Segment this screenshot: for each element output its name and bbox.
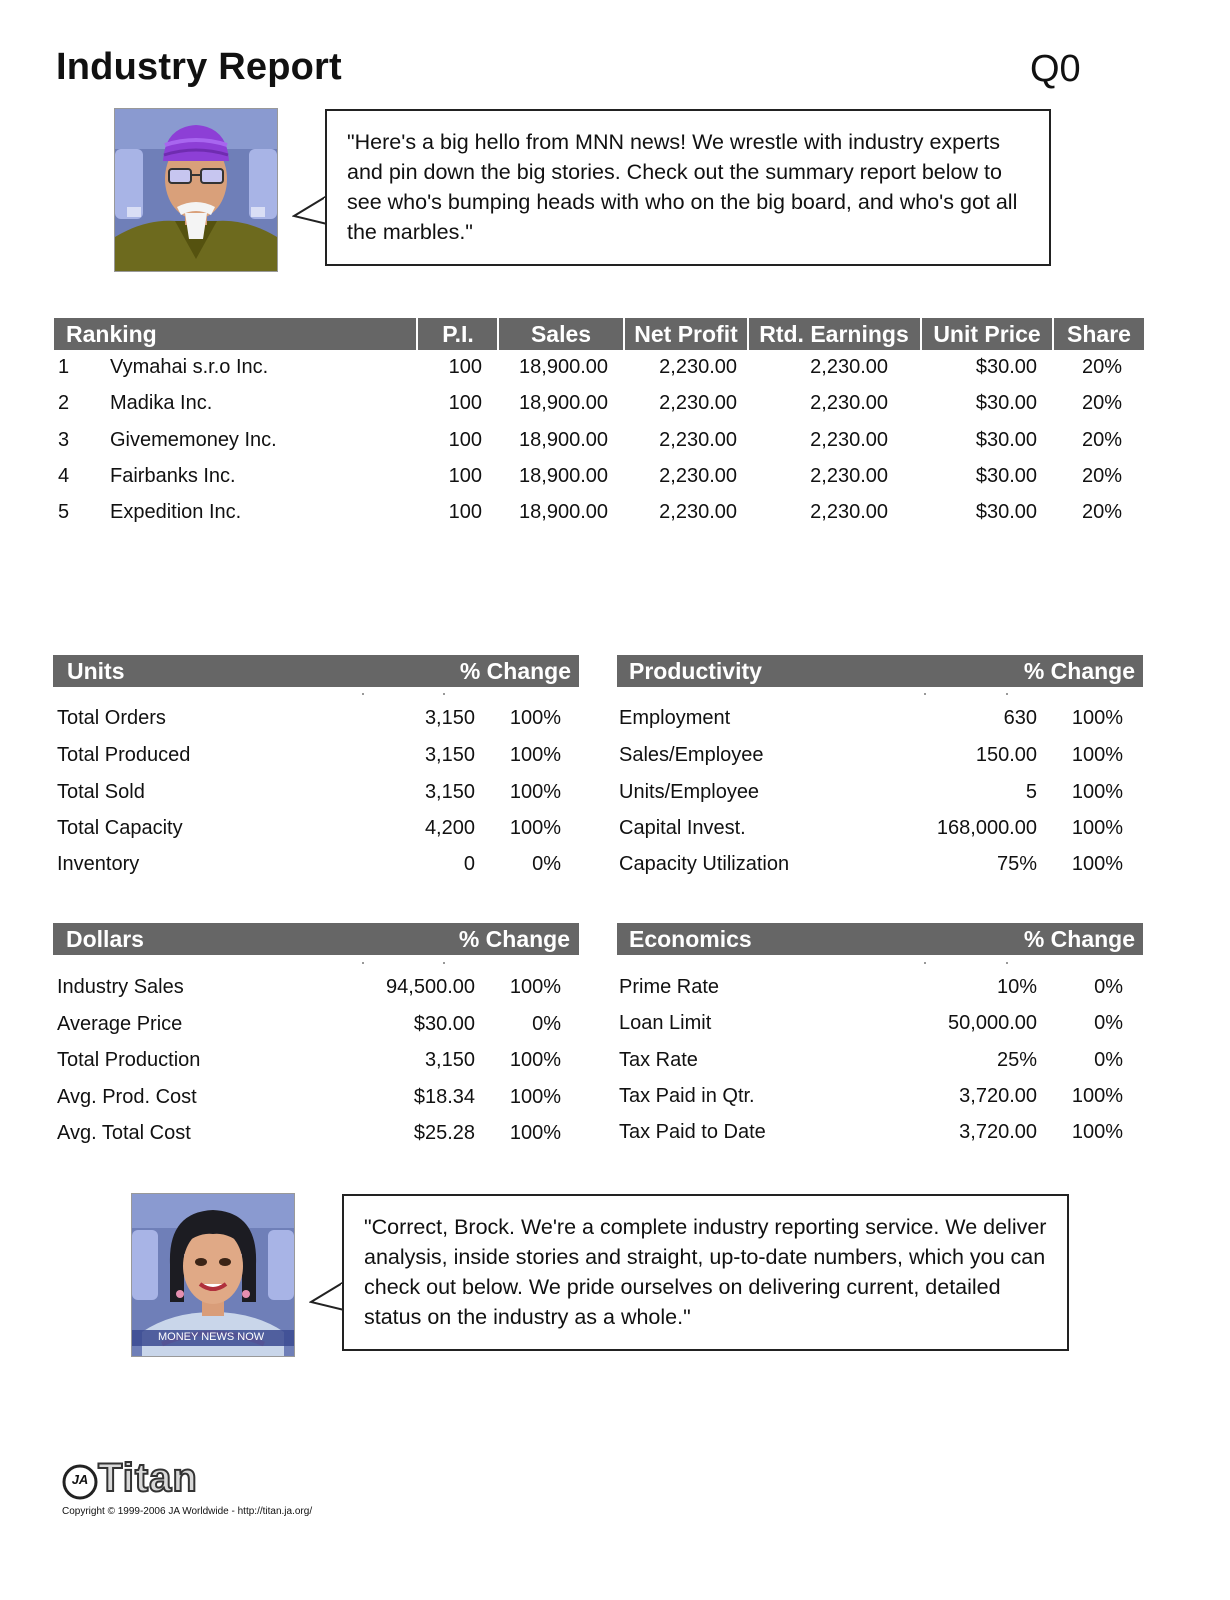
list-item (57, 774, 579, 810)
bottom-speech-bubble (342, 1194, 1069, 1351)
dollars-change: 100% (509, 1086, 561, 1108)
units-change: 100% (509, 744, 561, 766)
units-panel-header (53, 655, 579, 687)
dollars-change: 0% (532, 1013, 561, 1035)
economics-change: 0% (1094, 1012, 1123, 1034)
page-title: Industry Report (56, 46, 342, 88)
economics-title: Economics (629, 926, 752, 952)
units-label: Total Produced (57, 744, 191, 766)
units-change: 0% (532, 853, 561, 875)
dollars-panel-header (53, 923, 579, 955)
productivity-title: Productivity (629, 658, 762, 684)
productivity-change: 100% (1071, 707, 1123, 729)
productivity-change: 100% (1071, 853, 1123, 875)
dollars-title: Dollars (66, 926, 144, 952)
ranking-header-net-profit: Net Profit (634, 321, 738, 347)
productivity-value: 150.00 (975, 744, 1037, 766)
units-title: Units (67, 658, 125, 684)
sales-value: 18,900.00 (519, 465, 608, 487)
share-value: 20% (1081, 465, 1122, 487)
units-label: Total Capacity (57, 817, 183, 839)
unit-price-value: $30.00 (975, 501, 1037, 523)
dollars-value: 94,500.00 (386, 976, 475, 998)
dollars-value: 3,150 (424, 1049, 475, 1071)
dollars-value: $30.00 (413, 1013, 475, 1035)
company-name: Expedition Inc. (110, 501, 242, 523)
list-item (619, 774, 1143, 810)
list-item (619, 700, 1143, 736)
copyright-text: Copyright © 1999-2006 JA Worldwide - http://titan.ja.org/ (62, 1506, 313, 1517)
list-item (57, 810, 579, 846)
net-profit-value: 2,230.00 (659, 392, 737, 414)
dollars-label: Total Production (57, 1049, 201, 1071)
units-change-label: % Change (459, 658, 571, 684)
economics-label: Tax Paid to Date (619, 1121, 766, 1143)
list-item (57, 846, 579, 882)
productivity-value: 168,000.00 (936, 817, 1037, 839)
units-value: 0 (463, 853, 475, 875)
productivity-value: 5 (1025, 781, 1037, 803)
unit-price-value: $30.00 (975, 356, 1037, 378)
rtd-earnings-value: 2,230.00 (810, 465, 888, 487)
productivity-change: 100% (1071, 817, 1123, 839)
top-bubble-tail (292, 196, 328, 226)
female-anchor-avatar (131, 1193, 295, 1357)
dollars-value: $18.34 (413, 1086, 475, 1108)
dollars-label: Average Price (57, 1013, 183, 1035)
list-item (57, 1079, 579, 1115)
net-profit-value: 2,230.00 (659, 465, 737, 487)
ranking-table-header (54, 318, 1144, 350)
productivity-value: 75% (996, 853, 1037, 875)
ja-badge-text: JA (71, 1472, 89, 1487)
productivity-label: Sales/Employee (619, 744, 764, 766)
list-item (57, 969, 579, 1005)
productivity-value: 630 (1003, 707, 1037, 729)
top-speech-bubble (325, 109, 1051, 266)
rank-number: 4 (58, 465, 70, 487)
titan-logo (62, 1456, 232, 1500)
rtd-earnings-value: 2,230.00 (810, 429, 888, 451)
unit-price-value: $30.00 (975, 465, 1037, 487)
company-name: Fairbanks Inc. (110, 465, 236, 487)
titan-wordmark: Titan (98, 1456, 198, 1500)
economics-label: Prime Rate (619, 976, 720, 998)
net-profit-value: 2,230.00 (659, 356, 737, 378)
share-value: 20% (1081, 392, 1122, 414)
pi-value: 100 (448, 429, 482, 451)
productivity-label: Capital Invest. (619, 817, 746, 839)
table-row (54, 349, 1144, 385)
top-anchor-quote: "Here's a big hello from MNN news! We wrestle with industry experts and pin down the big stories. Check out the summary report below to see who's bumping heads with who on the big board, and who's got all the marbles." (347, 130, 1018, 244)
economics-value: 50,000.00 (948, 1012, 1037, 1034)
pi-value: 100 (448, 465, 482, 487)
list-item (619, 810, 1143, 846)
productivity-label: Units/Employee (619, 781, 760, 803)
list-item (619, 1005, 1143, 1041)
ranking-header-rtd-earnings: Rtd. Earnings (759, 321, 909, 347)
list-item (619, 969, 1143, 1005)
economics-change: 100% (1071, 1121, 1123, 1143)
units-value: 3,150 (424, 707, 475, 729)
net-profit-value: 2,230.00 (659, 429, 737, 451)
productivity-change: 100% (1071, 781, 1123, 803)
rtd-earnings-value: 2,230.00 (810, 501, 888, 523)
units-label: Inventory (57, 853, 140, 875)
list-item (619, 737, 1143, 773)
ranking-header-sales: Sales (530, 321, 592, 347)
economics-change: 100% (1071, 1085, 1123, 1107)
table-row (54, 458, 1144, 494)
ranking-header-share: Share (1067, 321, 1131, 347)
share-value: 20% (1081, 356, 1122, 378)
company-name: Madika Inc. (110, 392, 213, 414)
sales-value: 18,900.00 (519, 392, 608, 414)
unit-price-value: $30.00 (975, 392, 1037, 414)
unit-price-value: $30.00 (975, 429, 1037, 451)
dollars-change-label: % Change (458, 926, 570, 952)
rtd-earnings-value: 2,230.00 (810, 356, 888, 378)
list-item (57, 1115, 579, 1151)
dollars-change: 100% (509, 976, 561, 998)
list-item (57, 1042, 579, 1078)
list-item (619, 1114, 1143, 1150)
company-name: Givememoney Inc. (110, 429, 277, 451)
money-news-now-banner: MONEY NEWS NOW (158, 1331, 265, 1343)
units-change: 100% (509, 817, 561, 839)
economics-value: 3,720.00 (959, 1085, 1037, 1107)
dollars-value: $25.28 (413, 1122, 475, 1144)
units-value: 3,150 (424, 744, 475, 766)
economics-change: 0% (1094, 1049, 1123, 1071)
rank-number: 1 (58, 356, 70, 378)
economics-panel-header (617, 923, 1143, 955)
dollars-label: Industry Sales (57, 976, 184, 998)
economics-value: 3,720.00 (959, 1121, 1037, 1143)
productivity-label: Capacity Utilization (619, 853, 790, 875)
table-row (54, 422, 1144, 458)
ranking-header-pi: P.I. (442, 321, 474, 347)
table-row (54, 385, 1144, 421)
units-change: 100% (509, 707, 561, 729)
economics-label: Tax Paid in Qtr. (619, 1085, 755, 1107)
quarter-label: Q0 (1030, 48, 1081, 90)
economics-change: 0% (1094, 976, 1123, 998)
dollars-label: Avg. Total Cost (57, 1122, 191, 1144)
list-item (619, 1042, 1143, 1078)
share-value: 20% (1081, 429, 1122, 451)
list-item (57, 1006, 579, 1042)
economics-value: 10% (996, 976, 1037, 998)
list-item (57, 737, 579, 773)
dollars-change: 100% (509, 1049, 561, 1071)
pi-value: 100 (448, 356, 482, 378)
male-anchor-avatar (114, 108, 278, 272)
units-value: 4,200 (424, 817, 475, 839)
economics-label: Tax Rate (619, 1049, 698, 1071)
list-item (619, 1078, 1143, 1114)
economics-value: 25% (996, 1049, 1037, 1071)
ranking-header-unit-price: Unit Price (933, 321, 1041, 347)
productivity-label: Employment (619, 707, 731, 729)
productivity-change: 100% (1071, 744, 1123, 766)
pi-value: 100 (448, 501, 482, 523)
dollars-change: 100% (509, 1122, 561, 1144)
company-name: Vymahai s.r.o Inc. (110, 356, 269, 378)
share-value: 20% (1081, 501, 1122, 523)
units-label: Total Sold (57, 781, 145, 803)
list-item (57, 700, 579, 736)
units-value: 3,150 (424, 781, 475, 803)
dollars-label: Avg. Prod. Cost (57, 1086, 197, 1108)
rank-number: 2 (58, 392, 70, 414)
economics-change-label: % Change (1023, 926, 1135, 952)
units-label: Total Orders (57, 707, 166, 729)
sales-value: 18,900.00 (519, 356, 608, 378)
bottom-bubble-tail (309, 1282, 345, 1312)
rank-number: 3 (58, 429, 70, 451)
economics-label: Loan Limit (619, 1012, 712, 1034)
productivity-change-label: % Change (1023, 658, 1135, 684)
ranking-header-ranking: Ranking (66, 321, 157, 347)
list-item (619, 846, 1143, 882)
pi-value: 100 (448, 392, 482, 414)
bottom-anchor-quote: "Correct, Brock. We're a complete industry reporting service. We deliver analysis, inside stories and straight, up-to-date numbers, which you can check out below. We pride ourselves on delivering current, detailed status on the industry as a whole." (364, 1215, 1047, 1329)
rank-number: 5 (58, 501, 70, 523)
table-row (54, 494, 1144, 530)
sales-value: 18,900.00 (519, 501, 608, 523)
net-profit-value: 2,230.00 (659, 501, 737, 523)
productivity-panel-header (617, 655, 1143, 687)
units-change: 100% (509, 781, 561, 803)
rtd-earnings-value: 2,230.00 (810, 392, 888, 414)
sales-value: 18,900.00 (519, 429, 608, 451)
male-anchor-icon (115, 109, 277, 271)
